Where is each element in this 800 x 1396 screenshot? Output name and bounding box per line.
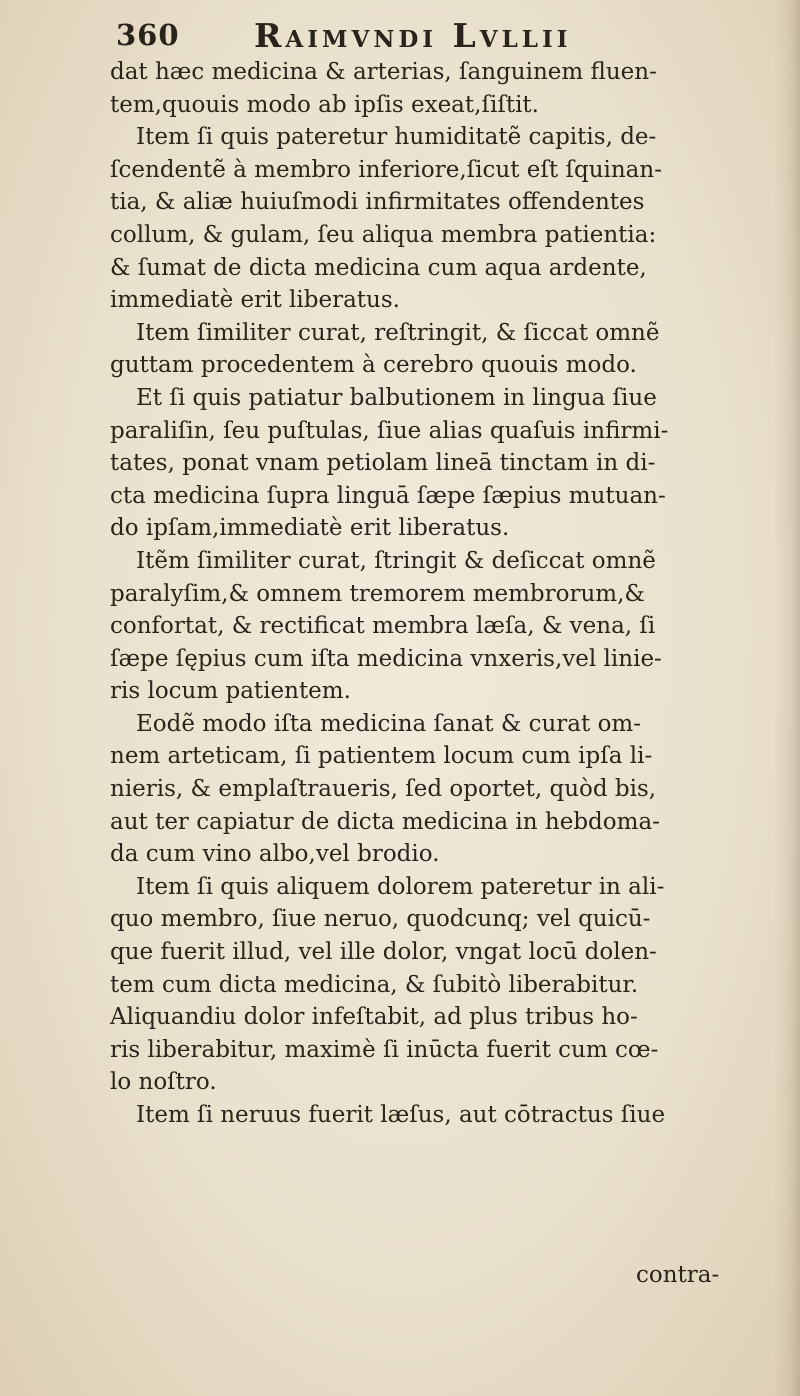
text-line: immediatè erit liberatus. [110, 287, 400, 314]
text-line: aut ter capiatur de dicta medicina in hebdoma- [110, 808, 660, 835]
text-line: ſcendentẽ à membro inferiore,ſicut eſt ſquinan- [110, 156, 662, 183]
text-line: da cum vino albo,vel brodio. [110, 841, 440, 868]
text-line: paraliſin, ſeu puſtulas, ſiue alias quaſuis infirmi- [110, 417, 669, 444]
text-line: do ipſam,immediatè erit liberatus. [110, 515, 510, 542]
text-line: quo membro, ſiue neruo, quodcunq; vel quicū- [110, 906, 651, 933]
text-line: Et ſi quis patiatur balbutionem in lingua ſiue [136, 384, 657, 411]
text-line: Eodẽ modo iſta medicina ſanat & curat om- [136, 710, 642, 737]
text-line: ris liberabitur, maximè ſi inūcta fuerit cum cœ- [110, 1036, 659, 1063]
text-line: nieris, & emplaſtraueris, ſed oportet, quòd bis, [110, 776, 657, 803]
text-line: tem cum dicta medicina, & ſubitò liberabitur. [110, 971, 639, 998]
page-header [116, 14, 756, 58]
text-line: dat hæc medicina & arterias, ſanguinem fluen- [110, 59, 657, 85]
text-line: tia, & aliæ huiuſmodi infirmitates offendentes [110, 189, 645, 216]
text-line: Aliquandiu dolor infeſtabit, ad plus tribus ho- [110, 1004, 638, 1031]
text-line: confortat, & rectificat membra læſa, & vena, ſi [110, 613, 656, 640]
text-line: & ſumat de dicta medicina cum aqua ardente, [110, 254, 647, 281]
text-line: lo noſtro. [110, 1069, 217, 1096]
text-line: que fuerit illud, vel ille dolor, vngat locū dolen- [110, 939, 657, 966]
text-line: ris locum patientem. [110, 678, 351, 705]
running-head: Raimvndi Lvllii [254, 16, 572, 55]
text-line: tem,quouis modo ab ipſis exeat,ſiſtit. [110, 91, 539, 118]
text-line: collum, & gulam, ſeu aliqua membra patientia: [110, 221, 657, 248]
text-line: Item ſimiliter curat, reſtringit, & ſiccat omnẽ [136, 319, 660, 346]
text-line: nem arteticam, ſi patientem locum cum ipſa li- [110, 743, 653, 770]
body-text [110, 56, 792, 1132]
catchword: contra- [636, 1262, 720, 1288]
text-line: tates, ponat vnam petiolam lineā tinctam in di- [110, 450, 656, 477]
text-line: ſæpe ſępius cum iſta medicina vnxeris,vel linie- [110, 645, 662, 672]
text-line: guttam procedentem à cerebro quouis modo. [110, 352, 637, 379]
text-line: cta medicina ſupra linguā ſæpe ſæpius mutuan- [110, 482, 666, 509]
text-line: Itẽm ſimiliter curat, ſtringit & deſiccat omnẽ [136, 547, 656, 574]
text-line: Item ſi quis pateretur humiditatẽ capitis, de- [136, 124, 657, 151]
text-line: paralyſim,& omnem tremorem membrorum,& [110, 580, 645, 607]
text-line: Item ſi quis aliquem dolorem pateretur in ali- [136, 873, 665, 900]
page-number: 360 [116, 18, 180, 52]
text-line: Item ſi neruus fuerit læſus, aut cōtractus ſiue [136, 1102, 666, 1128]
